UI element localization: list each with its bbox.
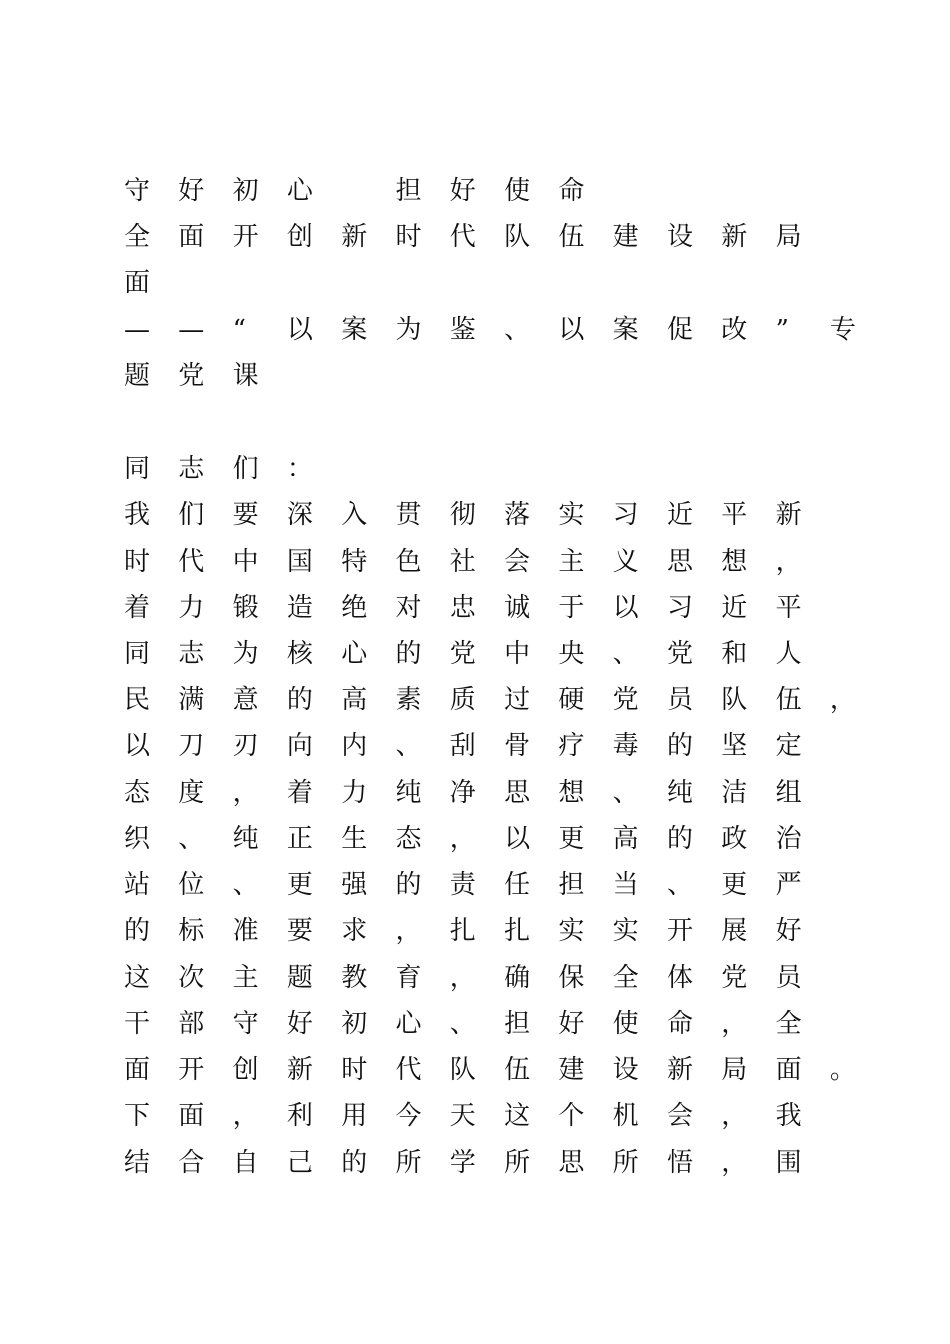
body-line: 面 开 创 新 时 代 队 伍 建 设 新 局 面 。 [124,1055,856,1085]
body-line: 织 、 纯 正 生 态 ， 以 更 高 的 政 治 [124,824,802,854]
salutation: 同 志 们 ： [124,454,313,484]
body-line: 着 力 锻 造 绝 对 忠 诚 于 以 习 近 平 [124,593,802,623]
body-line: 站 位 、 更 强 的 责 任 担 当 、 更 严 [124,870,802,900]
body-line: 下 面 ， 利 用 今 天 这 个 机 会 ， 我 [124,1101,802,1131]
body-line: 同 志 为 核 心 的 党 中 央 、 党 和 人 [124,639,802,669]
body-line: 时 代 中 国 特 色 社 会 主 义 思 想 ， [124,547,802,577]
body-line: 这 次 主 题 教 育 ， 确 保 全 体 党 员 [124,963,802,993]
title-line-2: 全 面 开 创 新 时 代 队 伍 建 设 新 局 [124,222,802,252]
body-line: 结 合 自 己 的 所 学 所 思 所 悟 ， 围 [124,1148,802,1178]
title-line-1: 守 好 初 心 担 好 使 命 [124,176,585,206]
subtitle-line-1: — — “ 以 案 为 鉴 、 以 案 促 改 ” 专 [124,315,856,345]
subtitle-line-2: 题 党 课 [124,361,259,391]
body-line: 我 们 要 深 入 贯 彻 落 实 习 近 平 新 [124,500,802,530]
body-line: 以 刀 刃 向 内 、 刮 骨 疗 毒 的 坚 定 [124,731,802,761]
body-line: 干 部 守 好 初 心 、 担 好 使 命 ， 全 [124,1009,802,1039]
body-line: 民 满 意 的 高 素 质 过 硬 党 员 队 伍 ， [124,685,856,715]
body-line: 的 标 准 要 求 ， 扎 扎 实 实 开 展 好 [124,916,802,946]
body-line: 态 度 ， 着 力 纯 净 思 想 、 纯 洁 组 [124,778,802,808]
title-line-3: 面 [124,268,151,298]
